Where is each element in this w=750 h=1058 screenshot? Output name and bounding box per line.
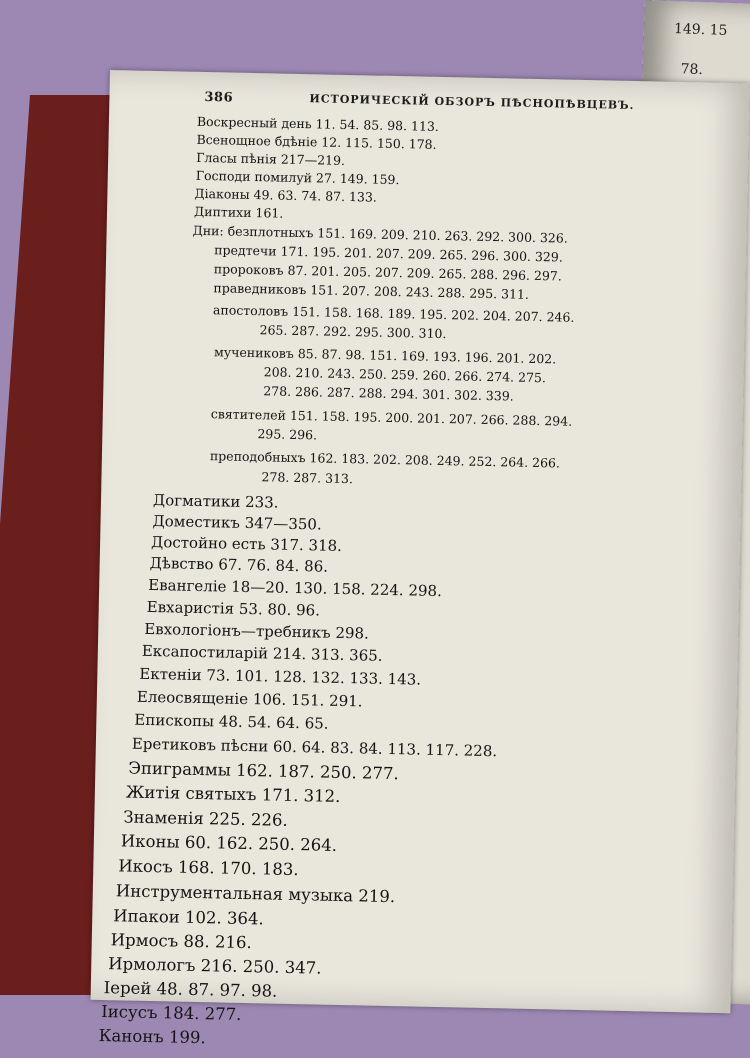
index-entry: 265. 287. 292. 295. 300. 310. <box>259 322 447 342</box>
index-entry: Икосъ 168. 170. 183. <box>118 856 299 880</box>
index-entry: Доместикъ 347—350. <box>152 511 322 534</box>
index-entry: апостоловъ 151. 158. 168. 189. 195. 202. 204. 207. 246. <box>212 302 575 325</box>
index-entry: праведниковъ 151. 207. 208. 243. 288. 295. 311. <box>213 280 530 302</box>
facing-text: 149. 15 <box>673 21 728 39</box>
index-entry: Догматики 233. <box>152 490 279 512</box>
facing-text: 78. <box>680 61 704 79</box>
index-entry: Дѣвство 67. 76. 84. 86. <box>149 553 329 576</box>
index-entry: Евхаристія 53. 80. 96. <box>146 597 321 620</box>
index-entry: Евангеліе 18—20. 130. 158. 224. 298. <box>148 575 443 601</box>
index-entry: 295. 296. <box>257 426 318 443</box>
index-entry: Эпиграммы 162. 187. 250. 277. <box>128 758 399 784</box>
index-entry: Діаконы 49. 63. 74. 87. 133. <box>194 185 378 205</box>
index-entry: 278. 286. 287. 288. 294. 301. 302. 339. <box>263 383 514 404</box>
index-entry: Евхологіонъ—требникъ 298. <box>144 619 370 643</box>
index-entry: Ектеніи 73. 101. 128. 132. 133. 143. <box>139 664 422 689</box>
index-entry: Іисусъ 184. 277. <box>101 1002 242 1024</box>
index-entry: Епископы 48. 54. 64. 65. <box>134 710 329 733</box>
index-entry: Достойно есть 317. 318. <box>150 532 343 555</box>
index-entry: Знаменія 225. 226. <box>123 807 288 830</box>
index-entry: 208. 210. 243. 250. 259. 260. 266. 274. 275. <box>263 364 547 386</box>
index-entry: Всенощное бдѣніе 12. 115. 150. 178. <box>196 131 437 152</box>
index-entry: Господи помилуй 27. 149. 159. <box>195 167 400 188</box>
index-entry: Іерей 48. 87. 97. 98. <box>103 978 278 1001</box>
index-entry: Гласы пѣнія 217—219. <box>196 149 346 168</box>
index-entry: Ирмосъ 88. 216. <box>110 930 252 953</box>
index-entry: Канонъ 199. <box>98 1025 206 1048</box>
index-entry: Воскресный день 11. 54. 85. 98. 113. <box>196 113 440 134</box>
book-page <box>91 70 750 1048</box>
index-entry: Иконы 60. 162. 250. 264. <box>120 831 338 855</box>
index-entry: преподобныхъ 162. 183. 202. 208. 249. 252. 264. 266. <box>209 448 561 471</box>
index-entry: пророковъ 87. 201. 205. 207. 209. 265. 288. 296. 297. <box>213 261 562 284</box>
index-entry: Инструментальная музыка 219. <box>115 881 396 907</box>
index-entry: 278. 287. 313. <box>261 469 354 487</box>
index-entry: Дни: безплотныхъ 151. 169. 209. 210. 263. 292. 300. 326. <box>192 222 568 246</box>
index-entry: Елеосвященіе 106. 151. 291. <box>136 687 363 711</box>
page-number: 386 <box>204 89 234 106</box>
running-title: ИСТОРИЧЕСКІЙ ОБЗОРЪ ПѢСНОПѢВЦЕВЪ. <box>309 92 635 112</box>
index-entry: Ирмологъ 216. 250. 347. <box>108 954 322 978</box>
index-entry: святителей 151. 158. 195. 200. 201. 207. 266. 288. 294. <box>210 406 573 429</box>
index-entry: Еретиковъ пѣсни 60. 64. 83. 84. 113. 117. 228. <box>131 734 498 761</box>
index-entry: Житія святыхъ 171. 312. <box>125 782 341 806</box>
index-entry: Ексапостиларій 214. 313. 365. <box>141 641 383 665</box>
index-entry: Диптихи 161. <box>193 203 284 221</box>
index-entry: мучениковъ 85. 87. 98. 151. 169. 193. 196. 201. 202. <box>213 344 557 367</box>
index-entry: предтечи 171. 195. 201. 207. 209. 265. 296. 300. 329. <box>214 242 563 265</box>
index-entry: Ипакои 102. 364. <box>113 906 264 929</box>
